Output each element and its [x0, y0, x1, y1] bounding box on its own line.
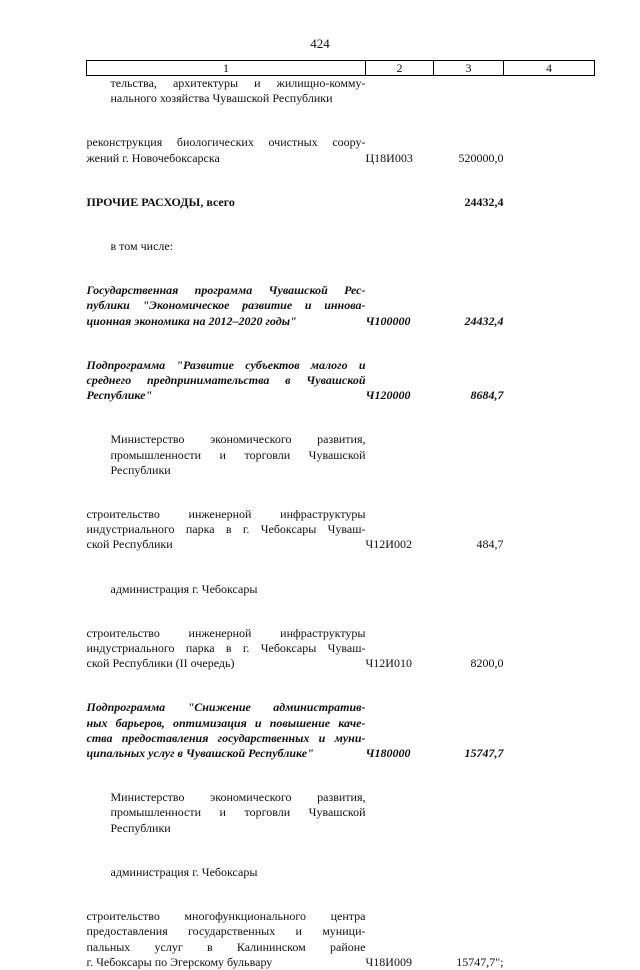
row-code [366, 432, 434, 478]
table-row [87, 358, 595, 404]
row-amount [434, 432, 504, 478]
row-amount: 15747,7"; [456, 954, 504, 969]
table-row [87, 582, 595, 597]
table-row [87, 909, 595, 970]
row-description-line: строительство многофункционального центра [86, 909, 366, 924]
row-code: Ц18И003 [365, 150, 413, 165]
row-description-line: ционная экономика на 2012–2020 годы" [86, 313, 297, 328]
row-column-4 [504, 700, 595, 761]
row-code [366, 865, 434, 880]
page-number: 424 [310, 36, 330, 51]
row-column-4 [504, 909, 595, 970]
row-spacer [87, 761, 595, 790]
table-row [87, 135, 595, 165]
table-row [87, 626, 595, 672]
row-description-line: в том числе: [110, 239, 174, 254]
row-description-line: индустриального парка в г. Чебоксары Чуваш- [86, 641, 366, 656]
row-spacer [87, 553, 595, 582]
row-column-4 [504, 790, 595, 836]
row-code: Ч12И002 [365, 537, 412, 552]
row-description-line: Министерство экономического развития, [110, 432, 366, 447]
budget-table [86, 60, 595, 970]
row-code [366, 239, 434, 254]
row-column-4 [504, 135, 595, 165]
row-description-line: промышленности и торговли Чувашской [110, 447, 366, 462]
row-description [87, 909, 366, 970]
row-spacer [87, 166, 595, 195]
row-amount: 24432,4 [464, 313, 504, 328]
row-description-line: среднего предпринимательства в Чувашской [86, 373, 366, 388]
row-spacer [87, 836, 595, 865]
row-amount: 520000,0 [458, 150, 504, 165]
row-spacer [87, 597, 595, 626]
row-amount [434, 865, 504, 880]
row-description [87, 283, 366, 329]
row-column-4 [504, 358, 595, 404]
row-column-4 [504, 195, 595, 210]
row-description-line: реконструкция биологических очистных соору- [86, 135, 366, 150]
row-description-line: ской Республики (II очередь) [86, 656, 235, 671]
row-description-line: индустриального парка в г. Чебоксары Чуваш- [86, 522, 366, 537]
row-column-4 [504, 507, 595, 553]
row-code: Ч18И009 [365, 954, 412, 969]
row-amount: 15747,7 [464, 746, 504, 761]
row-description-line: пальных услуг в Калининском районе [86, 939, 366, 954]
row-amount: 24432,4 [464, 194, 504, 209]
row-description [87, 76, 366, 107]
row-description-line: тельства, архитектуры и жилищно-комму- [110, 76, 366, 90]
row-description-line: администрация г. Чебоксары [110, 581, 258, 596]
row-description-line: Подпрограмма "Снижение административ- [86, 700, 366, 715]
table-row [87, 865, 595, 880]
row-column-4 [504, 865, 595, 880]
row-code: Ч100000 [365, 313, 411, 328]
row-description-line: Государственная программа Чувашской Рес- [86, 283, 366, 298]
row-description [87, 358, 366, 404]
row-description-line: публики "Экономическое развитие и иннова- [86, 298, 366, 313]
row-column-4 [504, 283, 595, 329]
row-column-4 [504, 626, 595, 672]
row-spacer [87, 403, 595, 432]
row-description [87, 865, 366, 880]
table-row [87, 195, 595, 210]
row-description-line: Республики [110, 820, 171, 835]
row-code [366, 195, 434, 210]
column-header-4: 4 [504, 61, 595, 76]
row-amount [434, 239, 504, 254]
row-description [87, 582, 366, 597]
row-column-4 [504, 76, 595, 107]
table-row [87, 507, 595, 553]
row-amount [434, 76, 504, 107]
row-description-line: жений г. Новочебоксарска [86, 150, 220, 165]
row-description-line: Республики [110, 462, 171, 477]
table-row [87, 432, 595, 478]
column-header-2: 2 [366, 61, 434, 76]
row-spacer [87, 106, 595, 135]
row-code [366, 582, 434, 597]
row-code [366, 790, 434, 836]
row-description [87, 432, 366, 478]
column-header-1: 1 [87, 61, 366, 76]
table-row [87, 700, 595, 761]
row-amount: 484,7 [476, 537, 504, 552]
row-code: Ч12И010 [365, 656, 412, 671]
row-description-line: ных барьеров, оптимизация и повышение каче- [86, 715, 366, 730]
row-code [366, 76, 434, 107]
row-description-line: строительство инженерной инфраструктуры [86, 507, 366, 522]
row-description-line: ства предоставления государственных и муни- [86, 730, 366, 745]
row-description [87, 790, 366, 836]
row-amount [434, 790, 504, 836]
row-description-line: предоставления государственных и муници- [86, 924, 366, 939]
row-description-line: Подпрограмма "Развитие субъектов малого и [86, 357, 366, 372]
row-code: Ч120000 [365, 388, 411, 403]
row-amount: 8684,7 [470, 388, 504, 403]
row-column-4 [504, 239, 595, 254]
table-row [87, 239, 595, 254]
row-description [87, 135, 366, 165]
table-row [87, 283, 595, 329]
row-spacer [87, 329, 595, 358]
table-body [87, 76, 595, 970]
row-description-line: ской Республики [86, 537, 173, 552]
row-description [87, 195, 366, 210]
table-row [87, 790, 595, 836]
row-description-line: ципальных услуг в Чувашской Республике" [86, 746, 314, 761]
row-description [87, 507, 366, 553]
row-description-line: ПРОЧИЕ РАСХОДЫ, всего [86, 194, 235, 209]
column-header-3: 3 [434, 61, 504, 76]
row-description [87, 700, 366, 761]
row-description [87, 626, 366, 672]
row-description-line: Министерство экономического развития, [110, 790, 366, 805]
row-column-4 [504, 432, 595, 478]
table-row [87, 76, 595, 107]
row-spacer [87, 254, 595, 283]
table-header-row [87, 61, 595, 76]
row-description-line: строительство инженерной инфраструктуры [86, 625, 366, 640]
row-spacer [87, 671, 595, 700]
row-description-line: г. Чебоксары по Эгерскому бульвару [86, 954, 273, 969]
row-description [87, 239, 366, 254]
row-description-line: администрация г. Чебоксары [110, 864, 258, 879]
row-spacer [87, 478, 595, 507]
row-amount [434, 582, 504, 597]
row-column-4 [504, 582, 595, 597]
row-description-line: Республике" [86, 388, 153, 403]
row-code: Ч180000 [365, 746, 411, 761]
row-description-line: промышленности и торговли Чувашской [110, 805, 366, 820]
row-description-line: нального хозяйства Чувашской Республики [110, 91, 333, 106]
row-amount: 8200,0 [470, 656, 504, 671]
row-spacer [87, 210, 595, 239]
